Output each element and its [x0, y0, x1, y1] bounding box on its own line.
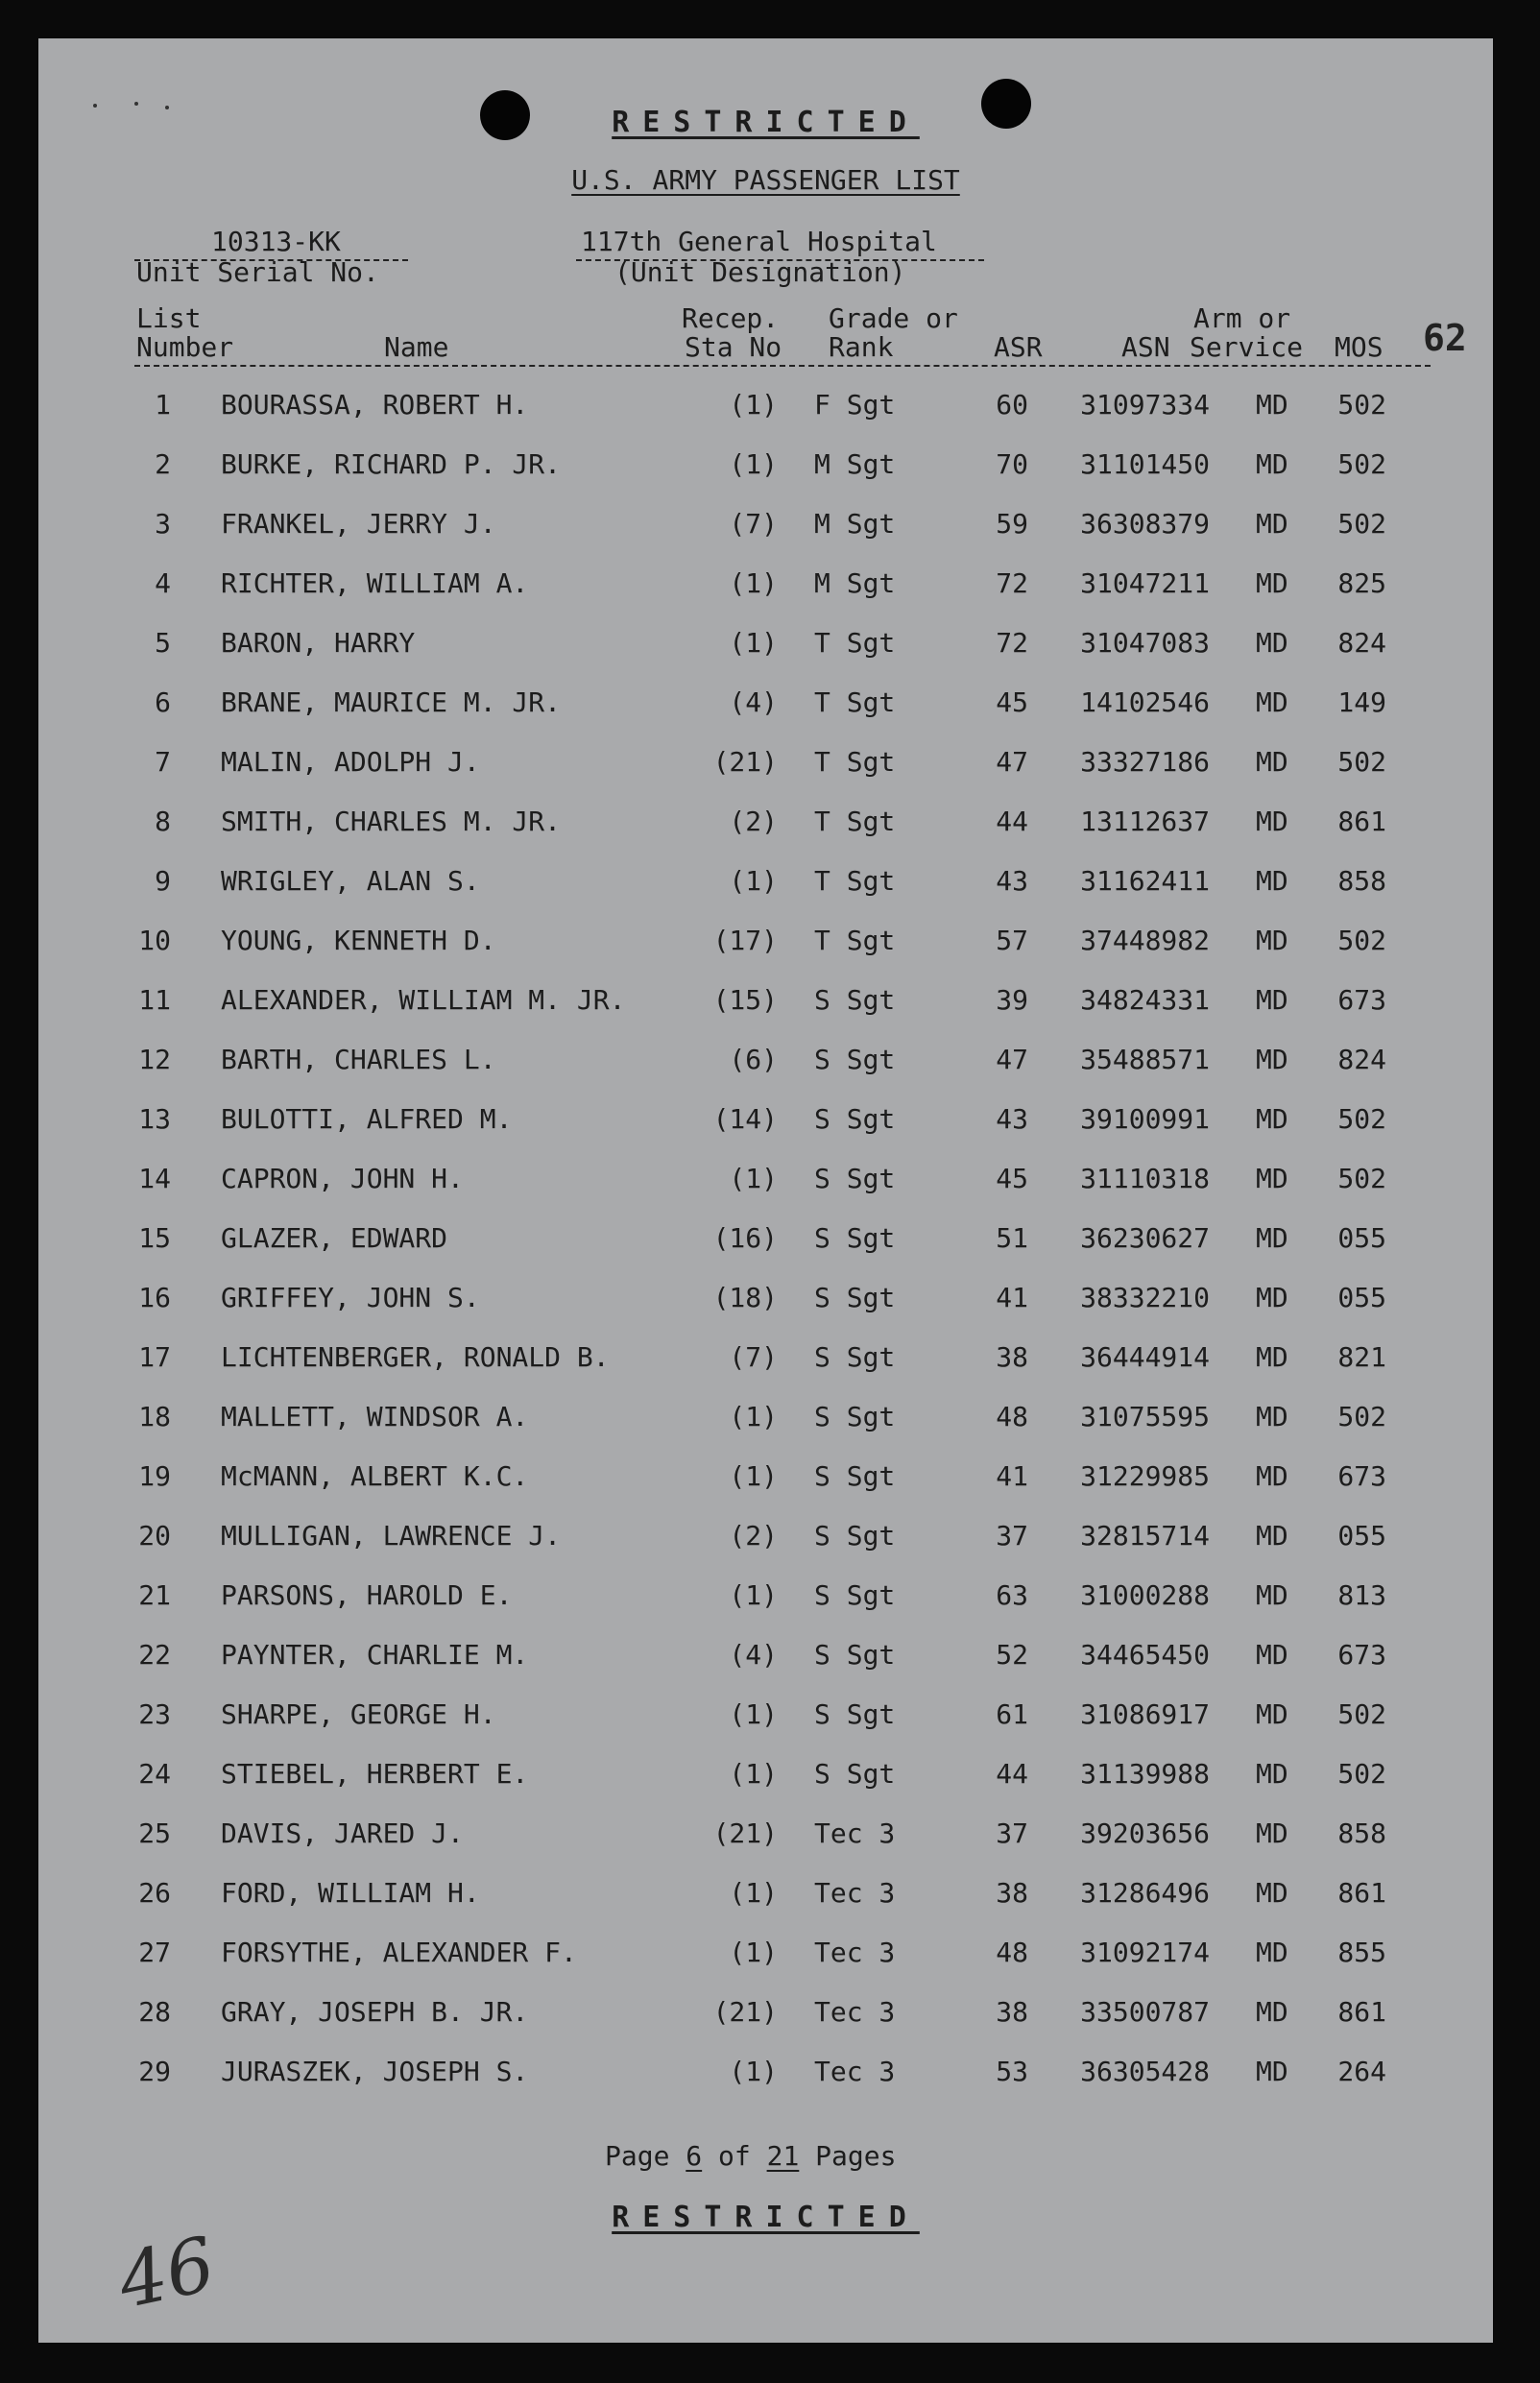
table-row [38, 386, 1493, 424]
cell-no: 17 [138, 1341, 171, 1373]
cell-arm: MD [1256, 1282, 1288, 1313]
cell-asn: 38332210 [1080, 1282, 1210, 1313]
cell-arm: MD [1256, 686, 1288, 718]
document-title: U.S. ARMY PASSENGER LIST [571, 164, 960, 196]
cell-asr: 70 [996, 448, 1028, 480]
cell-name: DAVIS, JARED J. [221, 1817, 464, 1849]
cell-asn: 31047211 [1080, 567, 1210, 599]
page-word: Page [605, 2140, 670, 2172]
classification-top: RESTRICTED [612, 106, 920, 139]
cell-asr: 53 [996, 2056, 1028, 2087]
table-row [38, 1338, 1493, 1377]
cell-mos: 502 [1337, 389, 1386, 421]
table-row [38, 684, 1493, 722]
col-name: Name [384, 331, 449, 363]
unit-serial-value: 10313-KK [211, 226, 341, 257]
header-rule [134, 365, 1431, 367]
cell-asn: 37448982 [1080, 925, 1210, 956]
col-list-number-line2: Number [136, 331, 234, 363]
cell-mos: 824 [1337, 1044, 1386, 1075]
cell-sta: (7) [729, 1341, 778, 1373]
cell-grade: T Sgt [814, 865, 896, 897]
cell-mos: 502 [1337, 1401, 1386, 1432]
cell-asn: 32815714 [1080, 1520, 1210, 1552]
cell-mos: 055 [1337, 1282, 1386, 1313]
cell-arm: MD [1256, 1579, 1288, 1611]
handwritten-number: 46 [110, 2221, 223, 2326]
cell-asr: 51 [996, 1222, 1028, 1254]
cell-mos: 821 [1337, 1341, 1386, 1373]
unit-designation-value: 117th General Hospital [581, 226, 937, 257]
cell-no: 18 [138, 1401, 171, 1432]
cell-no: 3 [155, 508, 171, 540]
cell-sta: (21) [712, 746, 778, 778]
table-row [38, 1457, 1493, 1496]
cell-name: ALEXANDER, WILLIAM M. JR. [221, 984, 626, 1016]
cell-asn: 31086917 [1080, 1698, 1210, 1730]
cell-no: 26 [138, 1877, 171, 1909]
cell-mos: 825 [1337, 567, 1386, 599]
col-recep-line1: Recep. [682, 302, 780, 334]
cell-asr: 45 [996, 686, 1028, 718]
cell-sta: (1) [729, 448, 778, 480]
cell-mos: 502 [1337, 1758, 1386, 1790]
cell-mos: 855 [1337, 1937, 1386, 1968]
table-row [38, 862, 1493, 901]
cell-asn: 39100991 [1080, 1103, 1210, 1135]
cell-sta: (6) [729, 1044, 778, 1075]
cell-arm: MD [1256, 1401, 1288, 1432]
cell-name: STIEBEL, HERBERT E. [221, 1758, 529, 1790]
speck [134, 102, 138, 106]
cell-no: 15 [138, 1222, 171, 1254]
table-row [38, 1577, 1493, 1615]
of-word: of [718, 2140, 751, 2172]
cell-name: BARTH, CHARLES L. [221, 1044, 496, 1075]
table-row [38, 1874, 1493, 1913]
cell-grade: Tec 3 [814, 2056, 896, 2087]
cell-mos: 502 [1337, 1698, 1386, 1730]
col-asn: ASN [1121, 331, 1170, 363]
cell-name: CAPRON, JOHN H. [221, 1163, 464, 1194]
cell-name: YOUNG, KENNETH D. [221, 925, 496, 956]
cell-sta: (1) [729, 567, 778, 599]
cell-sta: (1) [729, 865, 778, 897]
cell-mos: 858 [1337, 865, 1386, 897]
cell-sta: (17) [712, 925, 778, 956]
cell-arm: MD [1256, 627, 1288, 659]
table-row [38, 445, 1493, 484]
cell-grade: M Sgt [814, 448, 896, 480]
cell-sta: (1) [729, 1758, 778, 1790]
cell-asn: 36230627 [1080, 1222, 1210, 1254]
cell-asr: 63 [996, 1579, 1028, 1611]
cell-no: 23 [138, 1698, 171, 1730]
cell-no: 21 [138, 1579, 171, 1611]
cell-asn: 31092174 [1080, 1937, 1210, 1968]
cell-asn: 35488571 [1080, 1044, 1210, 1075]
col-mos: MOS [1335, 331, 1384, 363]
cell-sta: (18) [712, 1282, 778, 1313]
cell-no: 10 [138, 925, 171, 956]
cell-sta: (7) [729, 508, 778, 540]
cell-sta: (1) [729, 1937, 778, 1968]
cell-asn: 31139988 [1080, 1758, 1210, 1790]
cell-sta: (1) [729, 1460, 778, 1492]
cell-mos: 502 [1337, 1163, 1386, 1194]
cell-asn: 31286496 [1080, 1877, 1210, 1909]
document-page [38, 38, 1493, 2343]
cell-asn: 39203656 [1080, 1817, 1210, 1849]
cell-grade: T Sgt [814, 627, 896, 659]
cell-sta: (16) [712, 1222, 778, 1254]
cell-mos: 673 [1337, 1639, 1386, 1671]
col-recep-line2: Sta No [685, 331, 782, 363]
cell-name: FORSYTHE, ALEXANDER F. [221, 1937, 577, 1968]
cell-name: PAYNTER, CHARLIE M. [221, 1639, 529, 1671]
table-row [38, 1636, 1493, 1674]
cell-arm: MD [1256, 389, 1288, 421]
cell-grade: S Sgt [814, 1044, 896, 1075]
cell-asn: 36444914 [1080, 1341, 1210, 1373]
col-list-number-line1: List [136, 302, 202, 334]
cell-grade: S Sgt [814, 1341, 896, 1373]
table-row [38, 1934, 1493, 1972]
cell-no: 22 [138, 1639, 171, 1671]
cell-sta: (4) [729, 1639, 778, 1671]
cell-sta: (1) [729, 1401, 778, 1432]
cell-name: BRANE, MAURICE M. JR. [221, 686, 562, 718]
cell-no: 24 [138, 1758, 171, 1790]
cell-asn: 31110318 [1080, 1163, 1210, 1194]
table-row [38, 1279, 1493, 1317]
page-mark: 62 [1423, 317, 1467, 359]
col-grade-line2: Rank [829, 331, 894, 363]
cell-mos: 861 [1337, 806, 1386, 837]
cell-asr: 41 [996, 1282, 1028, 1313]
cell-no: 8 [155, 806, 171, 837]
cell-sta: (1) [729, 1877, 778, 1909]
cell-mos: 149 [1337, 686, 1386, 718]
table-row [38, 624, 1493, 662]
cell-no: 12 [138, 1044, 171, 1075]
cell-arm: MD [1256, 865, 1288, 897]
cell-grade: S Sgt [814, 1460, 896, 1492]
cell-name: BARON, HARRY [221, 627, 416, 659]
cell-sta: (15) [712, 984, 778, 1016]
cell-asr: 59 [996, 508, 1028, 540]
cell-name: JURASZEK, JOSEPH S. [221, 2056, 529, 2087]
cell-arm: MD [1256, 1044, 1288, 1075]
cell-name: FORD, WILLIAM H. [221, 1877, 480, 1909]
cell-mos: 502 [1337, 508, 1386, 540]
cell-arm: MD [1256, 925, 1288, 956]
cell-no: 9 [155, 865, 171, 897]
cell-sta: (1) [729, 389, 778, 421]
cell-grade: S Sgt [814, 1758, 896, 1790]
col-arm-line1: Arm or [1193, 302, 1291, 334]
table-row [38, 2053, 1493, 2091]
pages-word: Pages [815, 2140, 897, 2172]
cell-arm: MD [1256, 1222, 1288, 1254]
cell-grade: M Sgt [814, 567, 896, 599]
cell-asn: 31097334 [1080, 389, 1210, 421]
cell-grade: T Sgt [814, 925, 896, 956]
cell-no: 11 [138, 984, 171, 1016]
cell-mos: 502 [1337, 448, 1386, 480]
cell-mos: 824 [1337, 627, 1386, 659]
cell-asr: 57 [996, 925, 1028, 956]
cell-mos: 055 [1337, 1222, 1386, 1254]
cell-arm: MD [1256, 448, 1288, 480]
classification-bottom: RESTRICTED [612, 2201, 920, 2234]
cell-mos: 264 [1337, 2056, 1386, 2087]
cell-name: PARSONS, HAROLD E. [221, 1579, 513, 1611]
table-row [38, 1815, 1493, 1853]
cell-sta: (1) [729, 2056, 778, 2087]
cell-mos: 813 [1337, 1579, 1386, 1611]
cell-arm: MD [1256, 1817, 1288, 1849]
cell-asr: 38 [996, 1996, 1028, 2028]
cell-no: 19 [138, 1460, 171, 1492]
table-row [38, 1041, 1493, 1079]
cell-asn: 31000288 [1080, 1579, 1210, 1611]
cell-no: 2 [155, 448, 171, 480]
page-indicator [605, 2141, 896, 2172]
cell-arm: MD [1256, 1460, 1288, 1492]
cell-mos: 502 [1337, 925, 1386, 956]
cell-name: MALLETT, WINDSOR A. [221, 1401, 529, 1432]
cell-sta: (2) [729, 806, 778, 837]
cell-asr: 72 [996, 627, 1028, 659]
table-row [38, 922, 1493, 960]
cell-sta: (1) [729, 1698, 778, 1730]
cell-sta: (2) [729, 1520, 778, 1552]
cell-asr: 48 [996, 1401, 1028, 1432]
cell-asn: 33327186 [1080, 746, 1210, 778]
cell-asr: 38 [996, 1341, 1028, 1373]
cell-asn: 36305428 [1080, 2056, 1210, 2087]
cell-grade: S Sgt [814, 1282, 896, 1313]
cell-grade: S Sgt [814, 1639, 896, 1671]
cell-asr: 41 [996, 1460, 1028, 1492]
cell-asr: 47 [996, 1044, 1028, 1075]
cell-arm: MD [1256, 746, 1288, 778]
cell-name: MALIN, ADOLPH J. [221, 746, 480, 778]
cell-mos: 861 [1337, 1877, 1386, 1909]
cell-grade: S Sgt [814, 1222, 896, 1254]
table-row [38, 565, 1493, 603]
cell-grade: M Sgt [814, 508, 896, 540]
cell-no: 14 [138, 1163, 171, 1194]
cell-sta: (21) [712, 1817, 778, 1849]
table-row [38, 981, 1493, 1020]
cell-no: 25 [138, 1817, 171, 1849]
cell-asn: 36308379 [1080, 508, 1210, 540]
cell-arm: MD [1256, 806, 1288, 837]
col-asr: ASR [994, 331, 1043, 363]
cell-arm: MD [1256, 1163, 1288, 1194]
unit-serial-label: Unit Serial No. [136, 256, 379, 288]
cell-mos: 502 [1337, 746, 1386, 778]
cell-sta: (14) [712, 1103, 778, 1135]
cell-grade: S Sgt [814, 1103, 896, 1135]
cell-arm: MD [1256, 1996, 1288, 2028]
cell-asn: 31162411 [1080, 865, 1210, 897]
cell-name: MULLIGAN, LAWRENCE J. [221, 1520, 562, 1552]
cell-arm: MD [1256, 1937, 1288, 1968]
cell-mos: 673 [1337, 984, 1386, 1016]
cell-grade: S Sgt [814, 1163, 896, 1194]
page-number: 6 [686, 2140, 703, 2172]
cell-arm: MD [1256, 1639, 1288, 1671]
cell-grade: S Sgt [814, 1520, 896, 1552]
cell-asr: 60 [996, 389, 1028, 421]
cell-arm: MD [1256, 984, 1288, 1016]
cell-arm: MD [1256, 2056, 1288, 2087]
cell-name: WRIGLEY, ALAN S. [221, 865, 480, 897]
cell-name: SHARPE, GEORGE H. [221, 1698, 496, 1730]
table-row [38, 1100, 1493, 1139]
cell-asr: 37 [996, 1520, 1028, 1552]
cell-asn: 13112637 [1080, 806, 1210, 837]
cell-grade: S Sgt [814, 1401, 896, 1432]
col-arm-line2: Service [1190, 331, 1304, 363]
cell-no: 29 [138, 2056, 171, 2087]
col-grade-line1: Grade or [829, 302, 958, 334]
table-row [38, 803, 1493, 841]
cell-asr: 38 [996, 1877, 1028, 1909]
unit-designation-label: (Unit Designation) [614, 256, 906, 288]
cell-asr: 48 [996, 1937, 1028, 1968]
cell-name: McMANN, ALBERT K.C. [221, 1460, 529, 1492]
cell-asn: 31101450 [1080, 448, 1210, 480]
cell-mos: 502 [1337, 1103, 1386, 1135]
cell-asn: 34465450 [1080, 1639, 1210, 1671]
table-row [38, 1517, 1493, 1555]
cell-asn: 31229985 [1080, 1460, 1210, 1492]
cell-grade: T Sgt [814, 686, 896, 718]
cell-asr: 44 [996, 1758, 1028, 1790]
cell-sta: (1) [729, 627, 778, 659]
cell-asr: 39 [996, 984, 1028, 1016]
cell-no: 1 [155, 389, 171, 421]
cell-asr: 45 [996, 1163, 1028, 1194]
cell-arm: MD [1256, 1877, 1288, 1909]
table-row [38, 1696, 1493, 1734]
cell-mos: 673 [1337, 1460, 1386, 1492]
cell-mos: 858 [1337, 1817, 1386, 1849]
cell-no: 6 [155, 686, 171, 718]
cell-asr: 47 [996, 746, 1028, 778]
table-row [38, 1993, 1493, 2032]
cell-no: 27 [138, 1937, 171, 1968]
cell-asn: 33500787 [1080, 1996, 1210, 2028]
cell-grade: T Sgt [814, 746, 896, 778]
total-pages: 21 [766, 2140, 800, 2172]
cell-mos: 055 [1337, 1520, 1386, 1552]
cell-sta: (1) [729, 1579, 778, 1611]
cell-asn: 31075595 [1080, 1401, 1210, 1432]
cell-no: 5 [155, 627, 171, 659]
cell-arm: MD [1256, 1520, 1288, 1552]
cell-no: 16 [138, 1282, 171, 1313]
cell-grade: T Sgt [814, 806, 896, 837]
cell-asn: 31047083 [1080, 627, 1210, 659]
cell-sta: (1) [729, 1163, 778, 1194]
cell-grade: S Sgt [814, 1698, 896, 1730]
cell-name: GLAZER, EDWARD [221, 1222, 448, 1254]
table-row [38, 1755, 1493, 1793]
table-row [38, 1219, 1493, 1258]
cell-no: 28 [138, 1996, 171, 2028]
cell-asr: 52 [996, 1639, 1028, 1671]
cell-name: BOURASSA, ROBERT H. [221, 389, 529, 421]
table-row [38, 505, 1493, 543]
table-row [38, 1398, 1493, 1436]
cell-asn: 14102546 [1080, 686, 1210, 718]
cell-name: BULOTTI, ALFRED M. [221, 1103, 513, 1135]
cell-asr: 44 [996, 806, 1028, 837]
cell-arm: MD [1256, 1341, 1288, 1373]
cell-name: GRAY, JOSEPH B. JR. [221, 1996, 529, 2028]
cell-asr: 43 [996, 865, 1028, 897]
cell-grade: Tec 3 [814, 1937, 896, 1968]
cell-no: 13 [138, 1103, 171, 1135]
cell-arm: MD [1256, 508, 1288, 540]
cell-no: 20 [138, 1520, 171, 1552]
cell-arm: MD [1256, 1758, 1288, 1790]
cell-arm: MD [1256, 1698, 1288, 1730]
cell-name: RICHTER, WILLIAM A. [221, 567, 529, 599]
cell-asr: 37 [996, 1817, 1028, 1849]
cell-asr: 72 [996, 567, 1028, 599]
table-row [38, 1160, 1493, 1198]
cell-grade: Tec 3 [814, 1877, 896, 1909]
cell-grade: Tec 3 [814, 1996, 896, 2028]
cell-asr: 61 [996, 1698, 1028, 1730]
cell-no: 4 [155, 567, 171, 599]
cell-name: GRIFFEY, JOHN S. [221, 1282, 480, 1313]
cell-sta: (21) [712, 1996, 778, 2028]
table-row [38, 743, 1493, 782]
cell-arm: MD [1256, 567, 1288, 599]
cell-grade: S Sgt [814, 984, 896, 1016]
cell-arm: MD [1256, 1103, 1288, 1135]
cell-name: SMITH, CHARLES M. JR. [221, 806, 562, 837]
cell-name: LICHTENBERGER, RONALD B. [221, 1341, 610, 1373]
cell-grade: F Sgt [814, 389, 896, 421]
cell-grade: S Sgt [814, 1579, 896, 1611]
cell-asr: 43 [996, 1103, 1028, 1135]
cell-name: BURKE, RICHARD P. JR. [221, 448, 562, 480]
cell-no: 7 [155, 746, 171, 778]
cell-name: FRANKEL, JERRY J. [221, 508, 496, 540]
cell-sta: (4) [729, 686, 778, 718]
cell-grade: Tec 3 [814, 1817, 896, 1849]
cell-mos: 861 [1337, 1996, 1386, 2028]
cell-asn: 34824331 [1080, 984, 1210, 1016]
